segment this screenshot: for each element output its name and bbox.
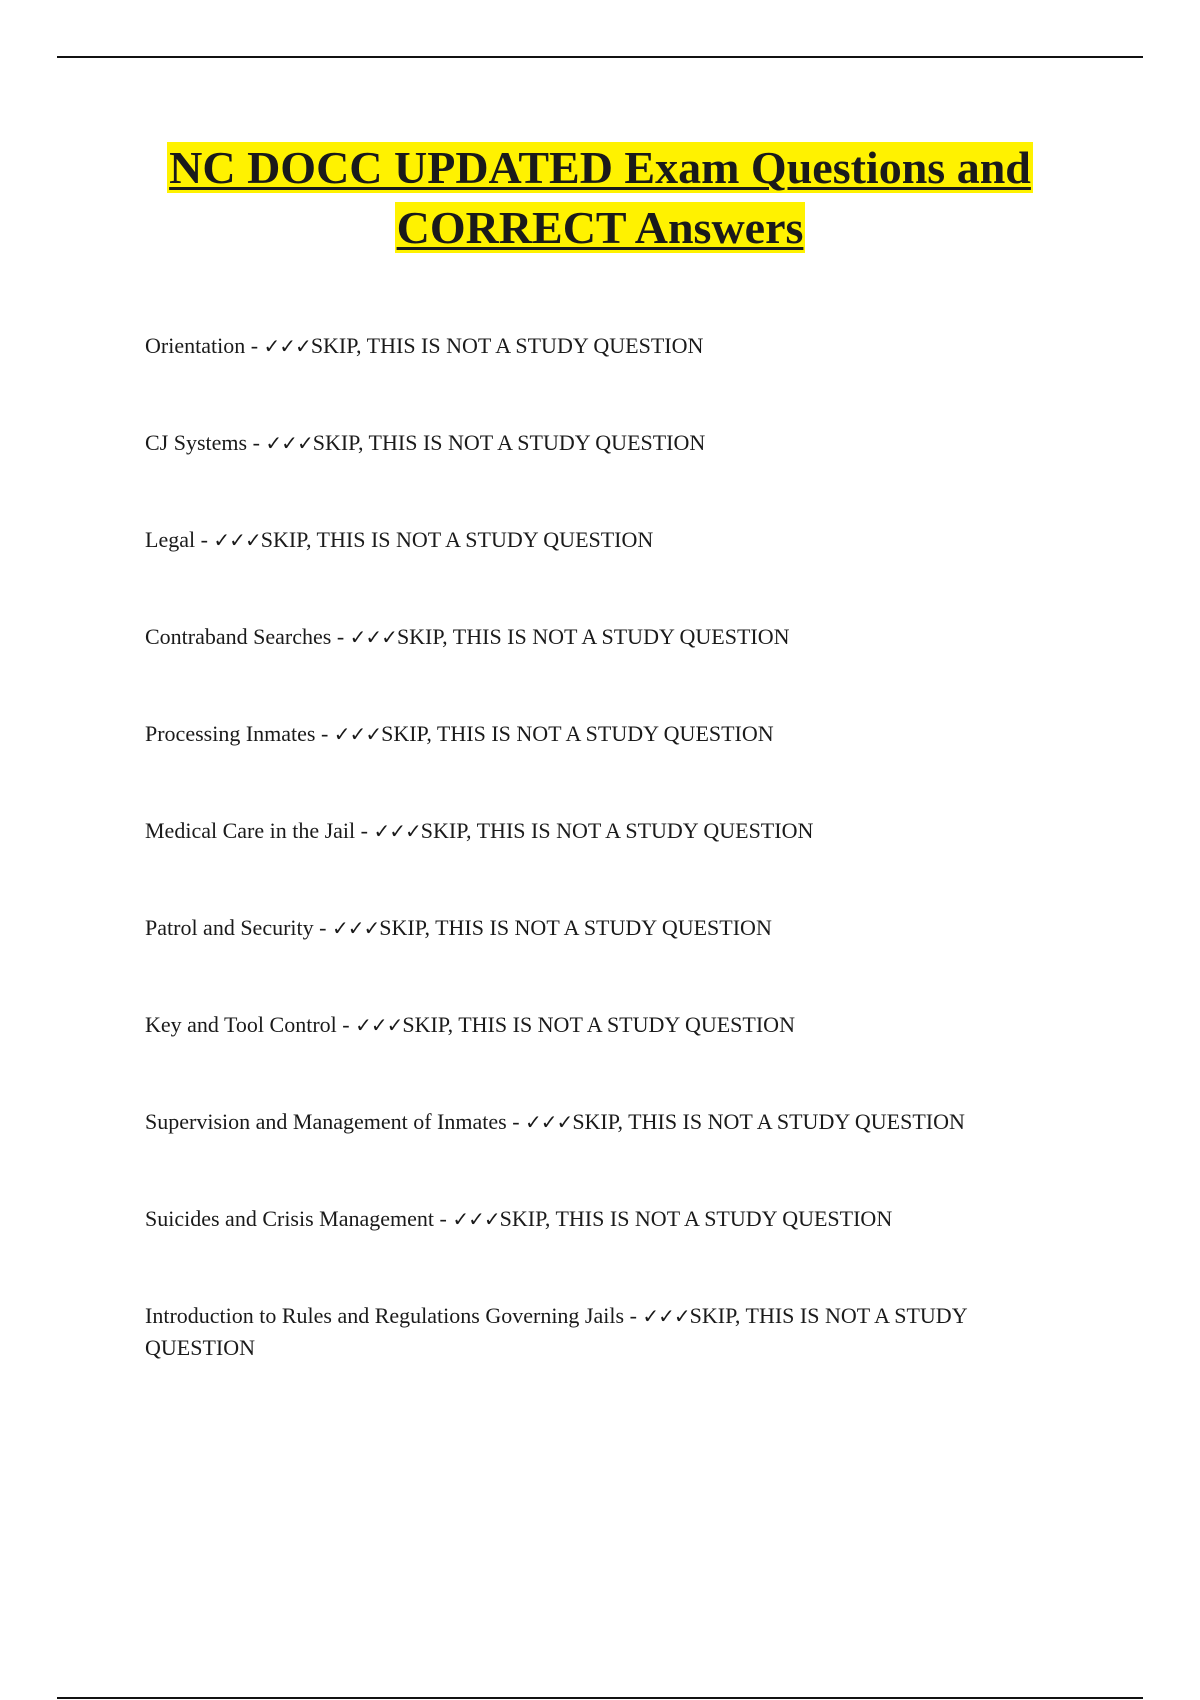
- question-text: Processing Inmates: [145, 721, 316, 746]
- answer-text: SKIP, THIS IS NOT A STUDY QUESTION: [312, 430, 706, 455]
- separator: -: [434, 1206, 453, 1231]
- question-text: Patrol and Security: [145, 915, 314, 940]
- separator: -: [624, 1303, 643, 1328]
- question-text: CJ Systems: [145, 430, 248, 455]
- answer-text: SKIP, THIS IS NOT A STUDY QUESTION: [310, 333, 704, 358]
- bottom-divider: [57, 1697, 1143, 1699]
- checkmark-icon: ✓✓✓: [331, 916, 380, 940]
- answer-text: SKIP, THIS IS NOT A STUDY QUESTION: [145, 1303, 967, 1360]
- separator: -: [355, 818, 374, 843]
- question-text: Contraband Searches: [145, 624, 332, 649]
- answer-text: SKIP, THIS IS NOT A STUDY QUESTION: [379, 915, 772, 940]
- separator: -: [336, 1012, 356, 1037]
- checkmark-icon: ✓✓✓: [349, 625, 397, 649]
- question-text: Introduction to Rules and Regulations Governing Jails: [145, 1303, 625, 1328]
- separator: -: [506, 1109, 526, 1134]
- list-item: [145, 330, 1065, 362]
- separator: -: [195, 527, 214, 552]
- checkmark-icon: ✓✓✓: [452, 1207, 500, 1231]
- separator: -: [247, 430, 266, 455]
- answer-text: SKIP, THIS IS NOT A STUDY QUESTION: [396, 624, 790, 649]
- checkmark-icon: ✓✓✓: [333, 722, 382, 746]
- list-item: [145, 1009, 1065, 1041]
- page-title: [100, 138, 1100, 258]
- list-item: [145, 1300, 1065, 1364]
- title-line-1: NC DOCC UPDATED Exam Questions and: [169, 142, 1031, 193]
- checkmark-icon: ✓✓✓: [355, 1013, 403, 1037]
- separator: -: [245, 333, 264, 358]
- list-item: [145, 524, 1065, 556]
- title-line-2: CORRECT Answers: [396, 202, 804, 253]
- question-text: Legal: [145, 527, 196, 552]
- checkmark-icon: ✓✓✓: [525, 1110, 573, 1134]
- separator: -: [331, 624, 350, 649]
- list-item: [145, 427, 1065, 459]
- checkmark-icon: ✓✓✓: [642, 1304, 690, 1328]
- answer-text: SKIP, THIS IS NOT A STUDY QUESTION: [260, 527, 654, 552]
- answer-text: SKIP, THIS IS NOT A STUDY QUESTION: [381, 721, 774, 746]
- answer-text: SKIP, THIS IS NOT A STUDY QUESTION: [420, 818, 814, 843]
- question-text: Orientation: [145, 333, 246, 358]
- checkmark-icon: ✓✓✓: [263, 334, 311, 358]
- question-text: Key and Tool Control: [145, 1012, 337, 1037]
- question-text: Suicides and Crisis Management: [145, 1206, 435, 1231]
- answer-text: SKIP, THIS IS NOT A STUDY QUESTION: [572, 1109, 965, 1134]
- separator: -: [313, 915, 332, 940]
- top-divider: [57, 56, 1143, 58]
- answer-text: SKIP, THIS IS NOT A STUDY QUESTION: [402, 1012, 795, 1037]
- list-item: [145, 1106, 1065, 1138]
- question-text: Supervision and Management of Inmates: [145, 1109, 507, 1134]
- checkmark-icon: ✓✓✓: [265, 431, 313, 455]
- question-text: Medical Care in the Jail: [145, 818, 356, 843]
- list-item: [145, 621, 1065, 653]
- checkmark-icon: ✓✓✓: [373, 819, 421, 843]
- list-item: [145, 815, 1065, 847]
- list-item: [145, 718, 1065, 750]
- list-item: [145, 1203, 1065, 1235]
- list-item: [145, 912, 1065, 944]
- question-answer-list: [145, 330, 1065, 1429]
- checkmark-icon: ✓✓✓: [213, 528, 261, 552]
- answer-text: SKIP, THIS IS NOT A STUDY QUESTION: [499, 1206, 893, 1231]
- separator: -: [315, 721, 334, 746]
